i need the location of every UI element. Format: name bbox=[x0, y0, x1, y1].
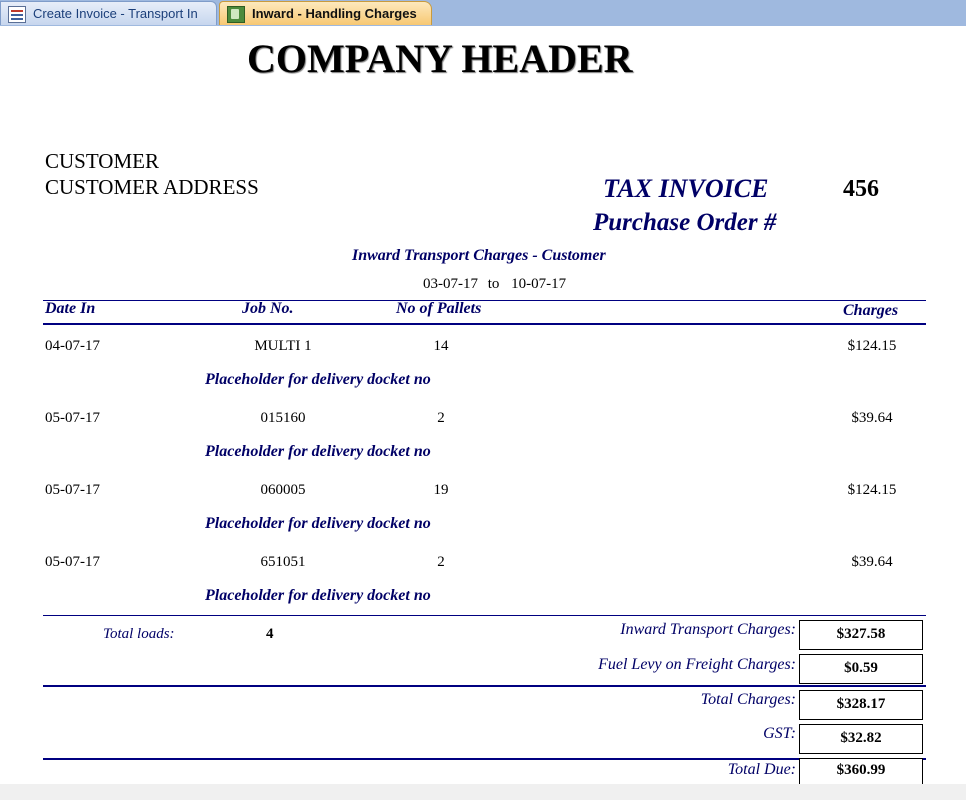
job-no-cell: 060005 bbox=[260, 482, 306, 498]
date-in-cell: 05-07-17 bbox=[45, 410, 100, 426]
form-icon bbox=[8, 6, 26, 23]
inward-transport-label: Inward Transport Charges: bbox=[620, 621, 796, 638]
fuel-levy-value: $0.59 bbox=[799, 654, 923, 684]
customer-address: CUSTOMER ADDRESS bbox=[45, 175, 259, 199]
purchase-order-text: Purchase Order # bbox=[593, 209, 777, 236]
column-header-no-of-pallets: No of Pallets bbox=[396, 300, 482, 317]
delivery-docket-placeholder: Placeholder for delivery docket no bbox=[205, 371, 431, 388]
tab-label: Create Invoice - Transport In bbox=[33, 6, 198, 21]
date-in-cell: 04-07-17 bbox=[45, 338, 100, 354]
job-no-cell: 651051 bbox=[260, 554, 306, 570]
total-charges-label: Total Charges: bbox=[700, 691, 796, 708]
pallets-cell: 19 bbox=[433, 482, 449, 498]
document-tab-bar bbox=[0, 0, 966, 27]
job-no-cell: MULTI 1 bbox=[254, 338, 312, 354]
inward-transport-value: $327.58 bbox=[799, 620, 923, 650]
date-to-word: to bbox=[487, 276, 500, 292]
report-icon bbox=[227, 6, 245, 23]
column-header-job-no: Job No. bbox=[242, 300, 294, 317]
total-due-value: $360.99 bbox=[799, 758, 923, 784]
gst-value: $32.82 bbox=[799, 724, 923, 754]
date-from: 03-07-17 bbox=[423, 276, 478, 292]
total-due-rule bbox=[43, 758, 926, 760]
tax-invoice-label: TAX INVOICE bbox=[603, 174, 769, 203]
subtotal-rule bbox=[43, 685, 926, 687]
tab-inward-handling-charges[interactable] bbox=[219, 1, 432, 25]
invoice-number: 456 bbox=[843, 176, 879, 202]
date-in-cell: 05-07-17 bbox=[45, 554, 100, 570]
delivery-docket-placeholder: Placeholder for delivery docket no bbox=[205, 443, 431, 460]
delivery-docket-placeholder: Placeholder for delivery docket no bbox=[205, 587, 431, 604]
date-to: 10-07-17 bbox=[511, 276, 567, 292]
delivery-docket-placeholder: Placeholder for delivery docket no bbox=[205, 515, 431, 532]
column-header-charges: Charges bbox=[843, 302, 899, 319]
pallets-cell: 2 bbox=[437, 410, 445, 426]
gst-label: GST: bbox=[763, 725, 796, 742]
report-page bbox=[0, 26, 966, 784]
date-in-cell: 05-07-17 bbox=[45, 482, 100, 498]
tab-label: Inward - Handling Charges bbox=[252, 6, 417, 21]
customer-name: CUSTOMER bbox=[45, 149, 159, 173]
total-loads-value: 4 bbox=[266, 626, 274, 642]
charges-cell: $39.64 bbox=[851, 410, 893, 426]
charges-cell: $124.15 bbox=[847, 482, 897, 498]
pallets-cell: 14 bbox=[433, 338, 449, 354]
tab-create-invoice-transport-in[interactable] bbox=[0, 1, 217, 25]
pallets-cell: 2 bbox=[437, 554, 445, 570]
header-top-rule bbox=[43, 300, 926, 301]
detail-bottom-rule bbox=[43, 615, 926, 616]
total-loads-label: Total loads: bbox=[103, 626, 175, 642]
total-charges-value: $328.17 bbox=[799, 690, 923, 720]
header-bottom-rule bbox=[43, 323, 926, 325]
job-no-cell: 015160 bbox=[260, 410, 306, 426]
date-range bbox=[423, 276, 566, 293]
report-subtitle: Inward Transport Charges - Customer bbox=[352, 247, 606, 264]
charges-cell: $39.64 bbox=[851, 554, 893, 570]
purchase-order-label bbox=[593, 209, 789, 237]
total-due-label: Total Due: bbox=[727, 761, 796, 778]
charges-cell: $124.15 bbox=[847, 338, 897, 354]
fuel-levy-label: Fuel Levy on Freight Charges: bbox=[598, 656, 796, 673]
column-header-date-in: Date In bbox=[45, 300, 96, 317]
company-header: COMPANY HEADER bbox=[247, 36, 633, 81]
